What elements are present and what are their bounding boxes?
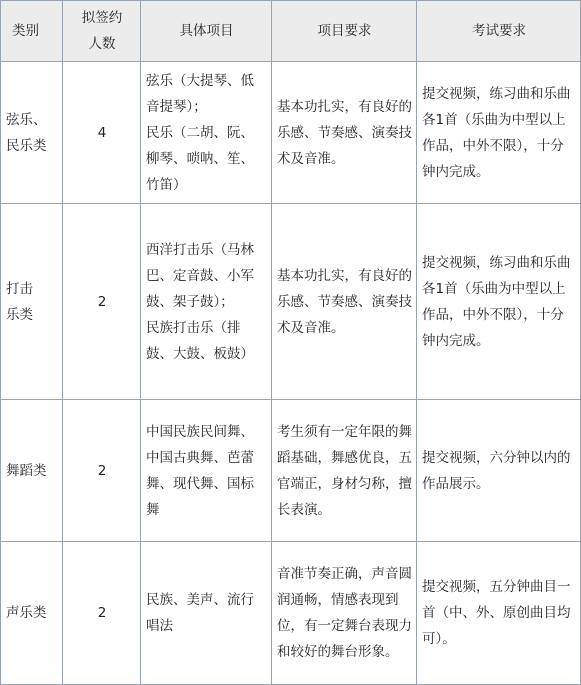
table-row [1,542,581,685]
table-row [1,62,581,204]
count-cell: 2 [63,400,141,542]
exam-cell: 提交视频，六分钟以内的作品展示。 [417,400,581,542]
exam-cell: 提交视频，练习曲和乐曲各1首（乐曲为中型以上作品，中外不限），十分钟内完成。 [417,62,581,204]
requirements-cell: 音准节奏正确，声音圆润通畅，情感表现到位，有一定舞台表现力和较好的舞台形象。 [272,542,417,685]
requirements-cell: 基本功扎实，有良好的乐感、节奏感、演奏技术及音准。 [272,62,417,204]
exam-cell: 提交视频，五分钟曲目一首（中、外、原创曲目均可）。 [417,542,581,685]
header-requirements: 项目要求 [272,1,417,62]
count-cell: 4 [63,62,141,204]
header-items: 具体项目 [141,1,272,62]
table-row [1,400,581,542]
category-cell: 舞蹈类 [1,400,63,542]
requirements-cell: 基本功扎实，有良好的乐感、节奏感、演奏技术及音准。 [272,204,417,400]
category-cell: 打击乐类 [1,204,63,400]
items-cell [141,62,272,204]
exam-cell: 提交视频，练习曲和乐曲各1首（乐曲为中型以上作品，中外不限），十分钟内完成。 [417,204,581,400]
item-line: 中国民族民间舞、中国古典舞、芭蕾舞、现代舞、国标舞 [146,423,254,518]
header-row [1,1,581,62]
header-category: 类别 [1,1,63,62]
category-cell: 声乐类 [1,542,63,685]
items-cell [141,400,272,542]
item-line: 民族打击乐（排鼓、大鼓、板鼓） [146,319,254,362]
items-cell [141,542,272,685]
item-line: 民族、美声、流行唱法 [146,592,254,634]
count-cell: 2 [63,542,141,685]
table-row [1,204,581,400]
header-count: 拟签约人数 [63,1,141,62]
category-cell: 弦乐、民乐类 [1,62,63,204]
item-line: 民乐（二胡、阮、柳琴、唢呐、笙、竹笛） [146,124,254,193]
items-cell [141,204,272,400]
header-exam: 考试要求 [417,1,581,62]
requirements-cell: 考生须有一定年限的舞蹈基础，舞感优良，五官端正，身材匀称，擅长表演。 [272,400,417,542]
item-line: 西洋打击乐（马林巴、定音鼓、小军鼓、架子鼓）； [146,241,254,310]
item-line: 弦乐（大提琴、低音提琴）； [146,72,254,115]
count-cell: 2 [63,204,141,400]
